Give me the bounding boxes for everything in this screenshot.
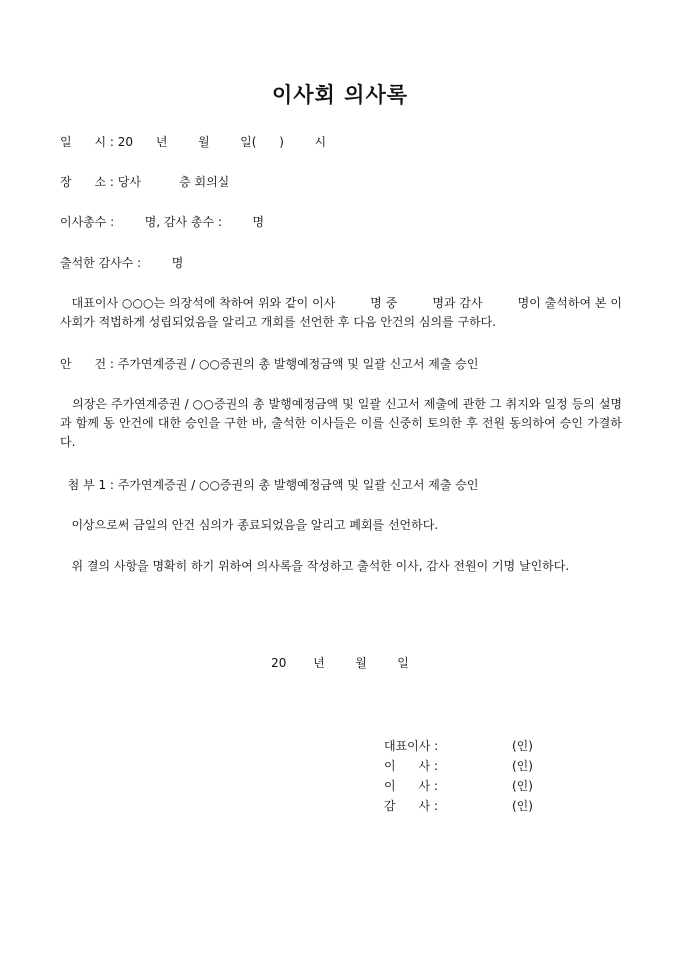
field-member-counts: 이사총수 : 명, 감사 총수 : 명 — [60, 215, 265, 229]
signature-row-director-1 — [384, 757, 544, 776]
field-place: 장 소 : 당사 층 회의실 — [60, 175, 230, 189]
seal-mark: (인) — [512, 799, 533, 813]
signature-row-director-2 — [384, 777, 544, 796]
signature-role: 이 사 : — [384, 759, 438, 773]
seal-mark: (인) — [512, 779, 533, 793]
signature-row-representative — [384, 737, 544, 756]
signature-role: 이 사 : — [384, 779, 438, 793]
field-attending-auditors: 출석한 감사수 : 명 — [60, 256, 184, 270]
paragraph-attachment: 첨 부 1 : 주가연계증권 / ○○증권의 총 발행예정금액 및 일괄 신고서 제출 승인 — [60, 478, 479, 492]
field-datetime: 일 시 : 20 년 월 일( ) 시 — [60, 135, 327, 149]
paragraph-statement: 위 결의 사항을 명확히 하기 위하여 의사록을 작성하고 출석한 이사, 감사 전원이 기명 날인하다. — [60, 559, 570, 573]
signature-role: 감 사 : — [384, 799, 438, 813]
paragraph-opening: 대표이사 ○○○는 의장석에 착하여 위와 같이 이사 명 중 명과 감사 명이 출석하여 본 이사회가 적법하게 성립되었음을 알리고 개회를 선언한 후 다음 안건의 심의를 구하다. — [60, 296, 622, 329]
seal-mark: (인) — [512, 739, 533, 753]
date-line: 20 년 월 일 — [271, 656, 409, 670]
signature-row-auditor — [384, 797, 544, 816]
document-title: 이사회 의사록 — [271, 82, 409, 107]
paragraph-closing: 이상으로써 금일의 안건 심의가 종료되었음을 알리고 폐회를 선언하다. — [60, 518, 439, 532]
paragraph-agenda: 안 건 : 주가연계증권 / ○○증권의 총 발행예정금액 및 일괄 신고서 제출 승인 — [60, 357, 479, 371]
seal-mark: (인) — [512, 759, 533, 773]
paragraph-discussion: 의장은 주가연계증권 / ○○증권의 총 발행예정금액 및 일괄 신고서 제출에 관한 그 취지와 일정 등의 설명과 함께 동 안건에 대한 승인을 구한 바, 출석한 이사들은 이를 신중히 토의한 후 전원 동의하여 승인 가결하다. — [60, 397, 622, 449]
signature-role: 대표이사 : — [384, 739, 439, 753]
